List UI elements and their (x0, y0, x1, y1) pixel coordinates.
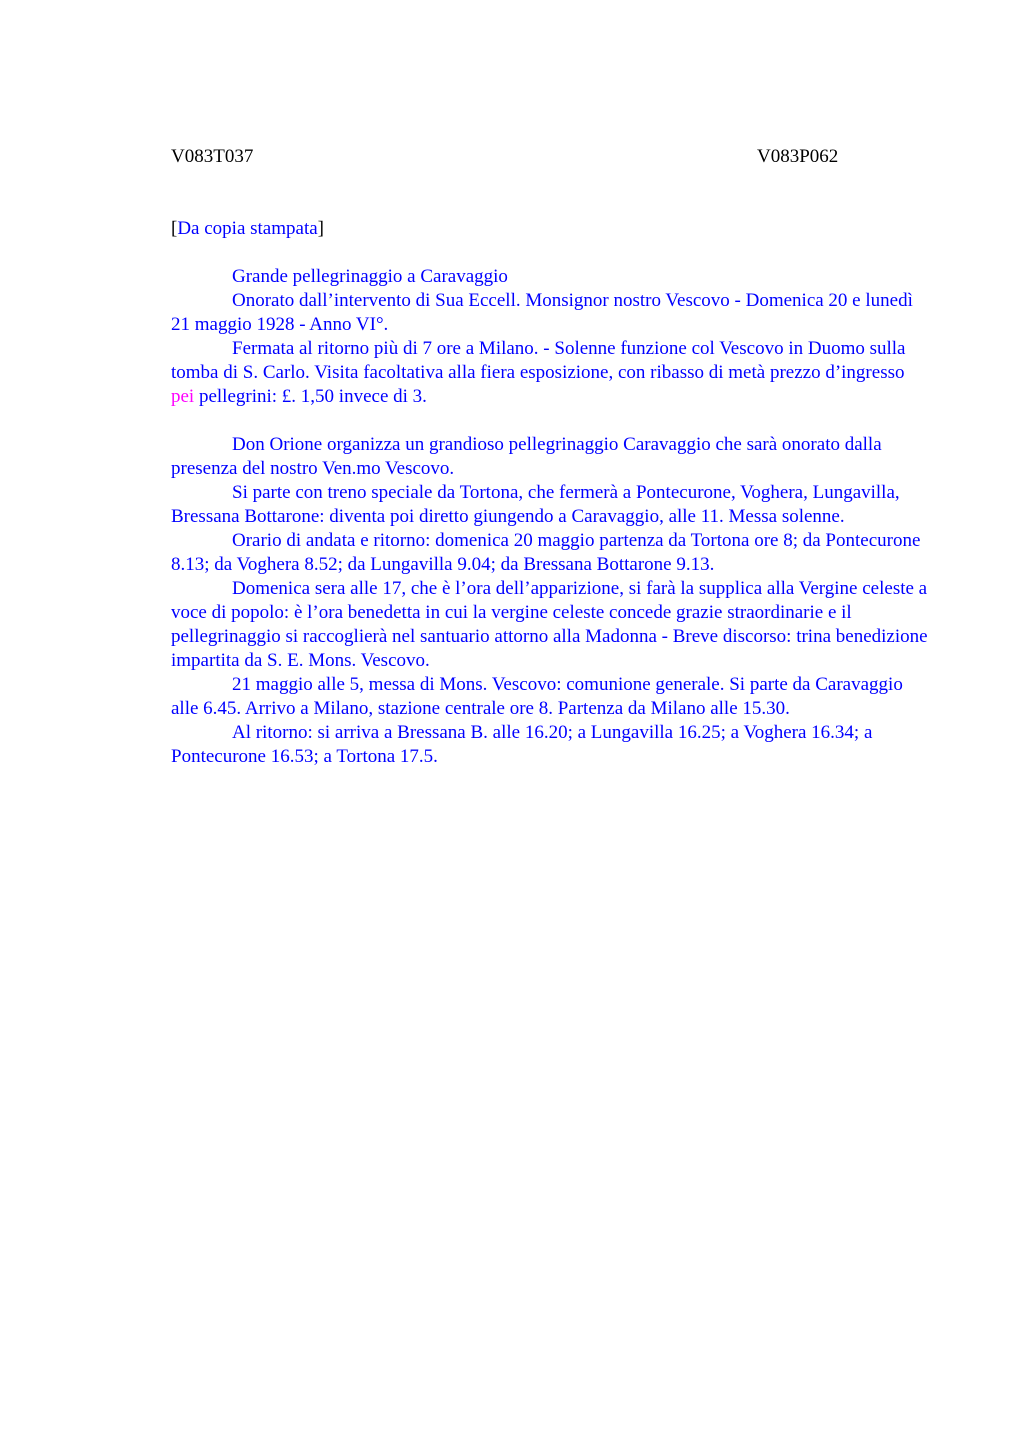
article-notice (171, 337, 931, 409)
article-paragraph: 21 maggio alle 5, messa di Mons. Vescovo: comunione generale. Si parte da Caravaggio alle 6.45. Arrivo a Milano, stazione centrale ore 8. Partenza da Milano alle 15.30. (171, 674, 903, 719)
article-paragraph: Orario di andata e ritorno: domenica 20 maggio partenza da Tortona ore 8; da Pontecurone 8.13; da Voghera 8.52; da Lungavilla 9.04; da Bressana Bottarone 9.13. (171, 530, 921, 575)
document-code-right: V083P062 (757, 146, 839, 167)
article-paragraph: Don Orione organizza un grandioso pellegrinaggio Caravaggio che sarà onorato dalla presenza del nostro Ven.mo Vescovo. (171, 434, 882, 479)
source-note-close-bracket: ] (317, 218, 324, 239)
article-notice-text: Fermata al ritorno più di 7 ore a Milano. - Solenne funzione col Vescovo in Duomo sulla tomba di S. Carlo. Visita facoltativa alla fiera esposizione, con ribasso di metà prezzo d’ingresso (171, 338, 906, 383)
source-note-text: Da copia stampata (177, 218, 318, 239)
document-code-left: V083T037 (171, 146, 254, 167)
source-note (171, 217, 931, 241)
article-paragraph: Domenica sera alle 17, che è l’ora dell’apparizione, si farà la supplica alla Vergine celeste a voce di popolo: è l’ora benedetta in cui la vergine celeste concede grazie straordinarie e il pellegrinaggio si raccoglierà nel santuario attorno alla Madonna - Breve discorso: trina benedizione impartita da S. E. Mons. Vescovo. (171, 578, 928, 671)
article-body (171, 265, 931, 769)
paragraph-gap (171, 409, 931, 433)
article-paragraph: Al ritorno: si arriva a Bressana B. alle 16.20; a Lungavilla 16.25; a Voghera 16.34; a Pontecurone 16.53; a Tortona 17.5. (171, 722, 873, 767)
article-title: Grande pellegrinaggio a Caravaggio (232, 266, 508, 287)
document-page (171, 145, 931, 769)
article-notice-highlight: pei (171, 386, 195, 407)
article-notice-text-end: pellegrini: £. 1,50 invece di 3. (194, 386, 427, 407)
document-header (171, 145, 931, 171)
article-paragraph: Si parte con treno speciale da Tortona, che fermerà a Pontecurone, Voghera, Lungavilla, Bressana Bottarone: diventa poi diretto giungendo a Caravaggio, alle 11. Messa solenne. (171, 482, 900, 527)
article-subtitle: Onorato dall’intervento di Sua Eccell. Monsignor nostro Vescovo - Domenica 20 e lunedì 21 maggio 1928 - Anno VI°. (171, 290, 913, 335)
source-note-open-bracket: [ (171, 218, 178, 239)
